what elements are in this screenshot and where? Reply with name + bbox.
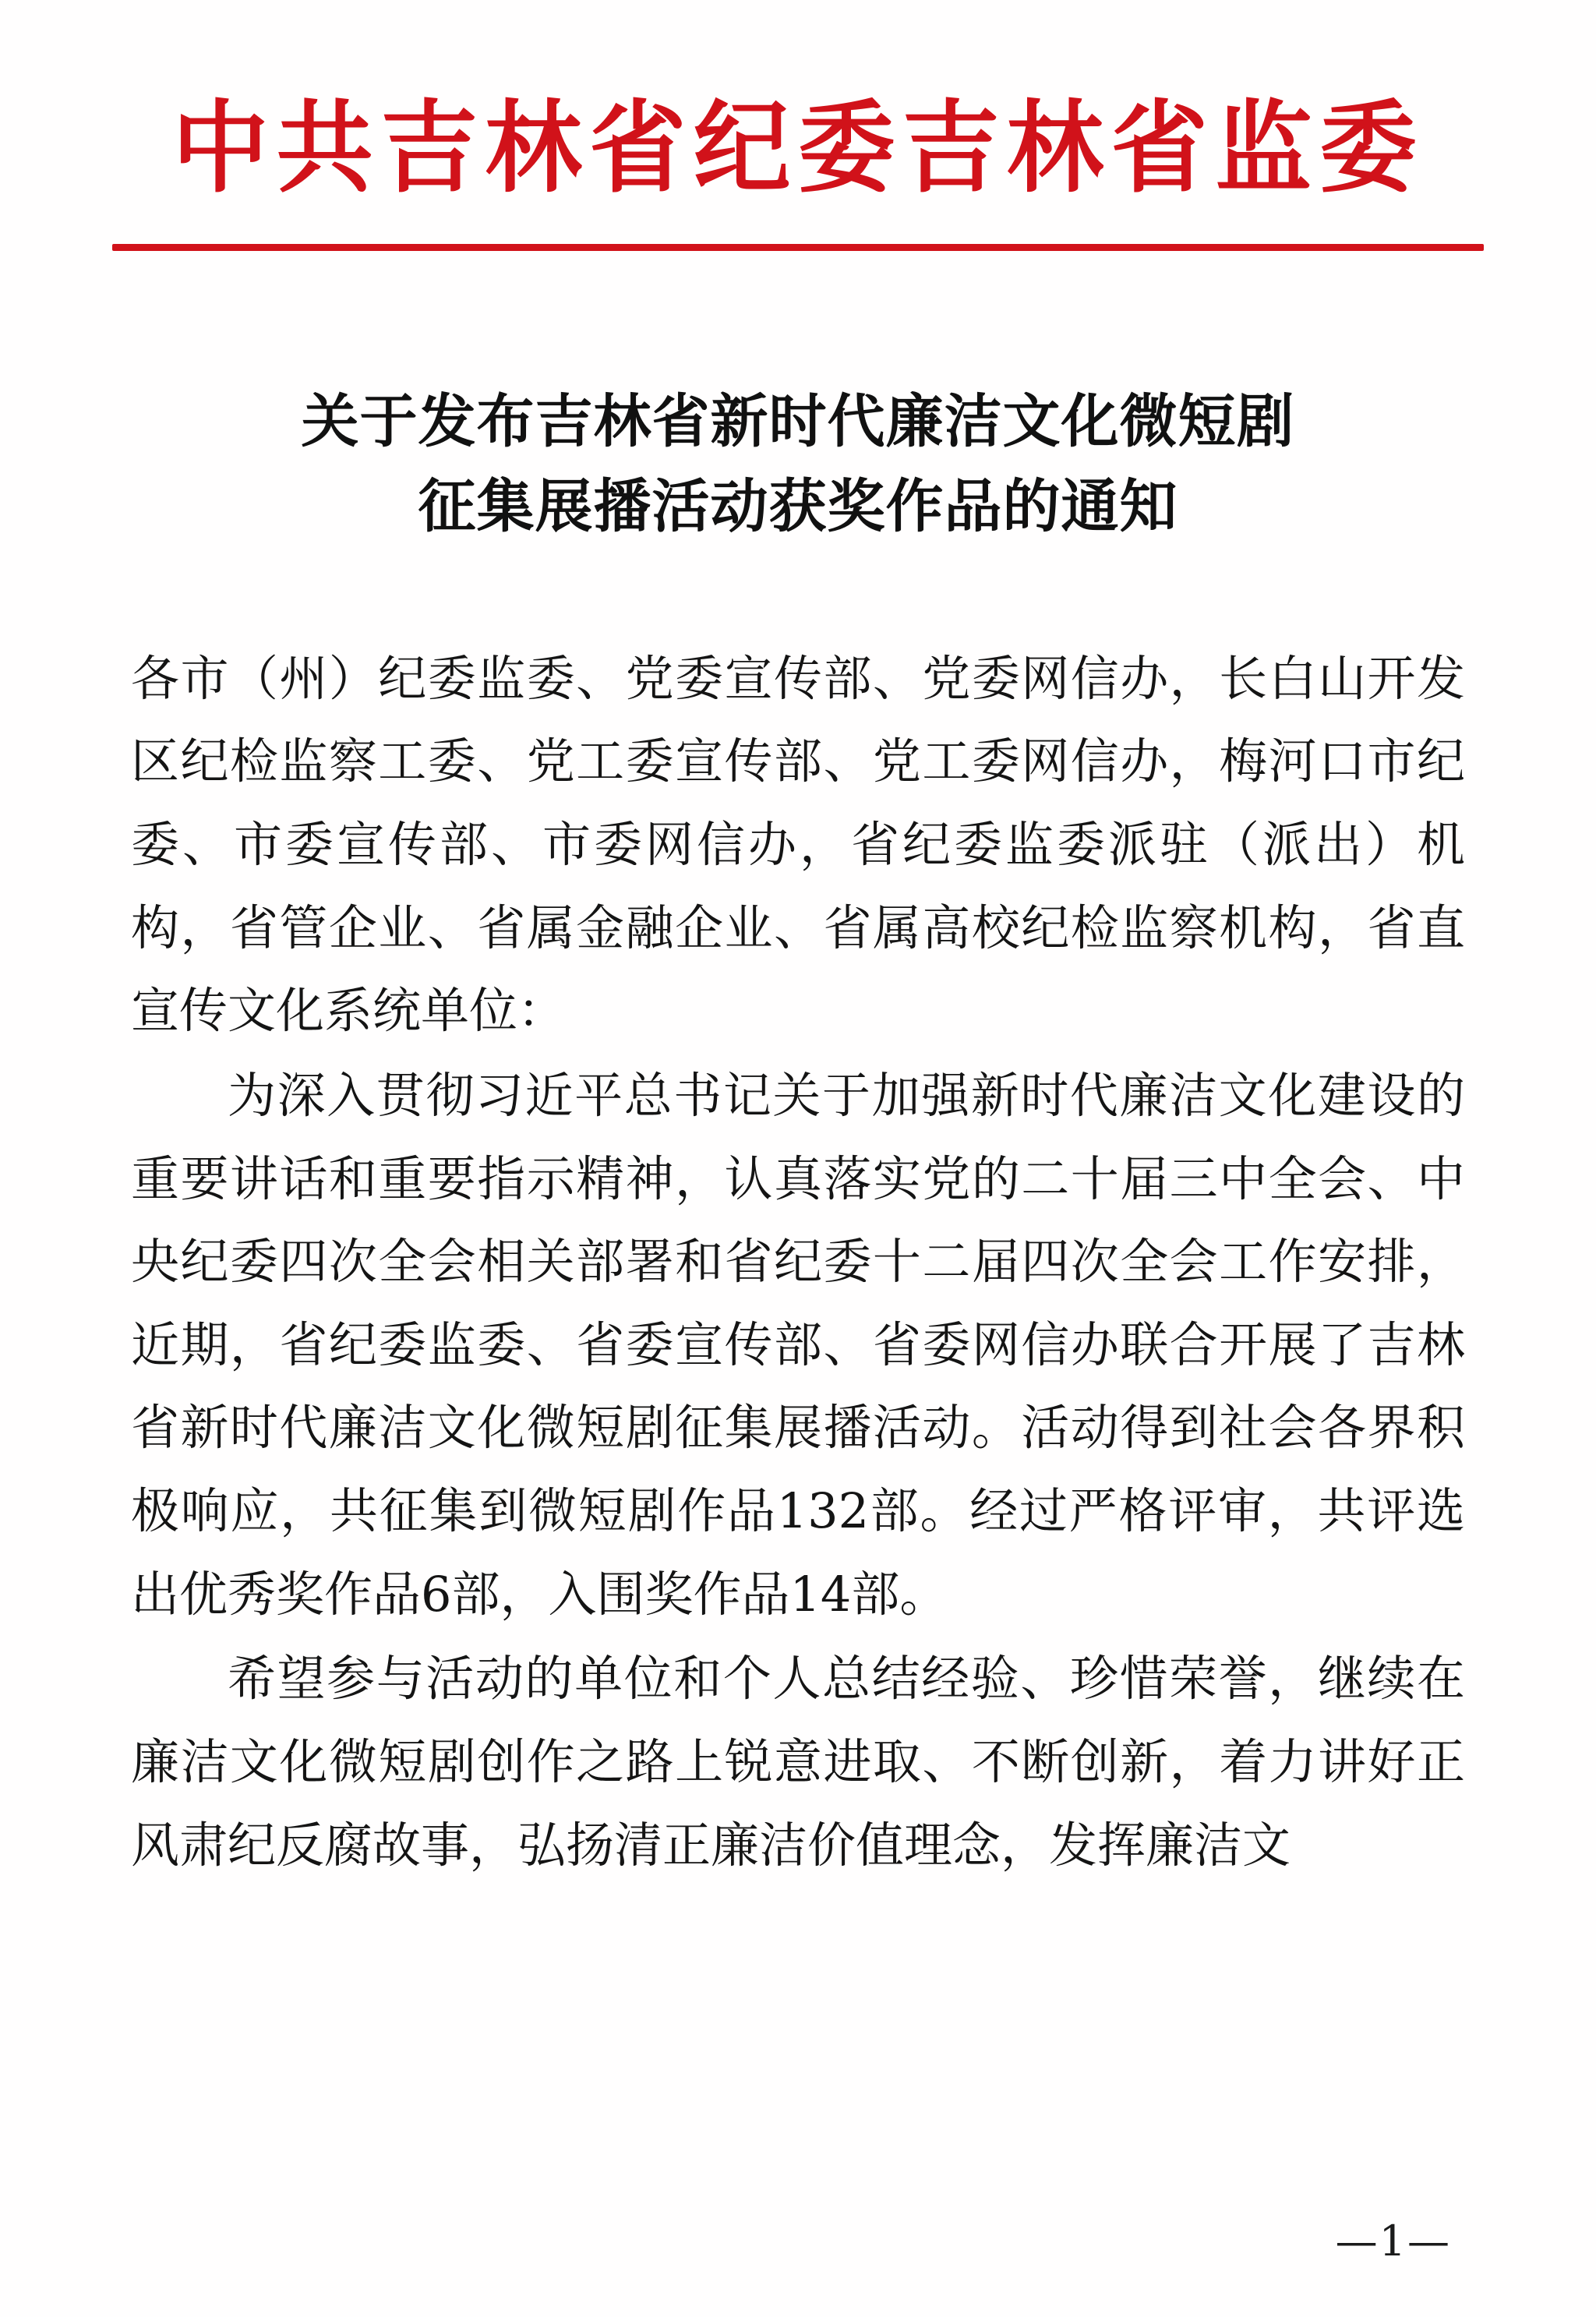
body-paragraph-1: 为深入贯彻习近平总书记关于加强新时代廉洁文化建设的重要讲话和重要指示精神，认真落实党的二十届三中全会、中央纪委四次全会相关部署和省纪委十二届四次全会工作安排，近期，省纪委监委、省委宣传部、省委网信办联合开展了吉林省新时代廉洁文化微短剧征集展播活动。活动得到社会各界积极响应，共征集到微短剧作品132部。经过严格评审，共评选出优秀奖作品6部，入围奖作品14部。: [131, 1066, 1465, 1623]
document-body: [131, 638, 1465, 1887]
letterhead-divider: [112, 244, 1484, 251]
body-paragraph-2: 希望参与活动的单位和个人总结经验、珍惜荣誉，继续在廉洁文化微短剧创作之路上锐意进取、不断创新，着力讲好正风肃纪反腐故事，弘扬清正廉洁价值理念，发挥廉洁文: [131, 1650, 1465, 1874]
letterhead: [0, 0, 1596, 251]
page-title-line-1: 关于发布吉林省新时代廉洁文化微短剧: [301, 387, 1295, 455]
page-number: —1—: [1335, 2216, 1451, 2266]
recipients-paragraph: 各市（州）纪委监委、党委宣传部、党委网信办，长白山开发区纪检监察工委、党工委宣传部、党工委网信办，梅河口市纪委、市委宣传部、市委网信办，省纪委监委派驻（派出）机构，省管企业、省属金融企业、省属高校纪检监察机构，省直宣传文化系统单位：: [131, 649, 1465, 1040]
page-title: [151, 380, 1445, 550]
issuing-organization: 中共吉林省纪委吉林省监委: [171, 90, 1425, 207]
page-title-line-2: 征集展播活动获奖作品的通知: [418, 473, 1178, 541]
